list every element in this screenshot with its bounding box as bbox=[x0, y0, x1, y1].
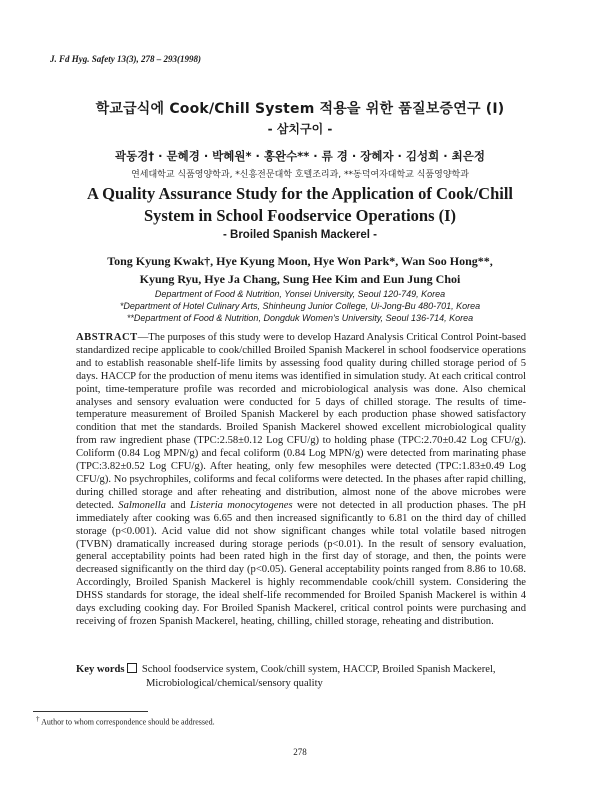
keywords-label: Key words bbox=[76, 664, 125, 675]
english-title bbox=[0, 183, 600, 227]
abstract-heading: ABSTRACT bbox=[76, 332, 138, 343]
keywords-box-icon bbox=[127, 663, 137, 673]
affiliation-1: Department of Food & Nutrition, Yonsei University, Seoul 120-749, Korea bbox=[154, 289, 446, 299]
abstract-and: and bbox=[165, 499, 190, 511]
affiliation-3: **Department of Food & Nutrition, Dongduk Women's University, Seoul 136-714, Korea bbox=[126, 313, 474, 323]
abstract-text-part-2: were not detected in all production phases. The pH immediately after cooking was 6.65 and then increased significantly to 6.81 on the third day of chilled storage (p<0.001). Acid value did not show significant changes while total volatile based nitrogen (TVBN) dramatically increased during storage periods (p<0.01). In the result of sensory evaluation, general acceptability points had been rated high in the first day of storage, and then, the points were decreased significantly on the third day (p<0.05). General acceptability points ranged from 8.86 to 10.68. Accordingly, Broiled Spanish Mackerel is highly recommendable cook/chill system. Considering the DHSS standards for storage, the ideal shelf-life recommended for Broiled Spanish Mackerel is within 4 days excluding cooking day. For Broiled Spanish Mackerel, critical control points were purchasing and receiving of frozen Spanish Mackerel, heating, chilling, chilled storage, reheating and distribution. bbox=[76, 499, 526, 627]
footnote-divider bbox=[33, 711, 148, 712]
korean-affiliations: 연세대학교 식품영양학과, *신흥전문대학 호텔조리과, **동덕여자대학교 식품영양학과 bbox=[131, 170, 469, 180]
footnote bbox=[36, 715, 215, 727]
listeria-term: Listeria monocytogenes bbox=[189, 499, 293, 511]
footnote-text: Author to whom correspondence should be addressed. bbox=[41, 717, 215, 727]
keywords-line-2: Microbiological/chemical/sensory quality bbox=[146, 678, 323, 689]
korean-authors: 곽동경† · 문혜경 · 박혜원* · 홍완수** · 류 경 · 장혜자 · 김성희 · 최은정 bbox=[115, 149, 485, 163]
authors-line-1: Tong Kyung Kwak†, Hye Kyung Moon, Hye Won Park*, Wan Soo Hong**, bbox=[107, 254, 493, 268]
abstract-text-part-1: The purposes of this study were to develop Hazard Analysis Critical Control Point-based standardized recipe applicable to cook/chilled Broiled Spanish Mackerel in school foodservice operations and to establish reasonable shelf-life limits by assessing food quality during chilled storage period of 5 days. HACCP for the production of menu items was identified in simulation study. At each critical control point, time-temperature profile was recorded and microbiological analysis was done. Also chemical analyses and sensory evaluation were conducted for 5 days of chilled storage. The results of time-temperature measurement of Broiled Spanish Mackerel by each production phase showed satisfactory condition that met the standards. Broiled Spanish Mackerel showed excellent microbiological quality from raw ingredient phase (TPC:2.58±0.12 Log CFU/g) to holding phase (TPC:2.70±0.42 Log CFU/g). Coliform (0.84 Log MPN/g) and fecal coliform (0.84 Log MPN/g) were detected from marinating phase (TPC:3.82±0.52 Log CFU/g). After heating, only few mesophiles were detected (TPC:1.83±0.49 Log CFU/g). No psychrophiles, coliforms and fecal coliforms were detected. In the phases after rapid chilling, during chilled storage and after reheating and distribution, almost none of the above microbes were detected. bbox=[76, 332, 526, 511]
journal-reference: J. Fd Hyg. Safety 13(3), 278 – 293(1998) bbox=[50, 54, 201, 64]
korean-subtitle: - 삼치구이 - bbox=[267, 122, 333, 136]
footnote-mark: † bbox=[36, 715, 40, 723]
english-title-line-1: A Quality Assurance Study for the Application of Cook/Chill bbox=[86, 184, 513, 203]
keywords-line-1: School foodservice system, Cook/chill system, HACCP, Broiled Spanish Mackerel, bbox=[141, 664, 496, 675]
english-authors bbox=[0, 252, 600, 288]
affiliation-2: *Department of Hotel Culinary Arts, Shinheung Junior College, Ui-Jong-Bu 480-701, Korea bbox=[119, 301, 481, 311]
page-number: 278 bbox=[293, 747, 307, 757]
abstract-dash: — bbox=[137, 332, 149, 343]
authors-line-2: Kyung Ryu, Hye Ja Chang, Sung Hee Kim and Eun Jung Choi bbox=[139, 272, 461, 286]
abstract bbox=[76, 332, 526, 629]
keywords bbox=[76, 663, 526, 691]
english-title-line-2: System in School Foodservice Operations (I) bbox=[143, 206, 457, 225]
english-subtitle: - Broiled Spanish Mackerel - bbox=[222, 229, 377, 241]
salmonella-term: Salmonella bbox=[118, 499, 166, 511]
korean-title: 학교급식에 Cook/Chill System 적용을 위한 품질보증연구 (I) bbox=[95, 101, 505, 117]
english-affiliations bbox=[0, 288, 600, 324]
